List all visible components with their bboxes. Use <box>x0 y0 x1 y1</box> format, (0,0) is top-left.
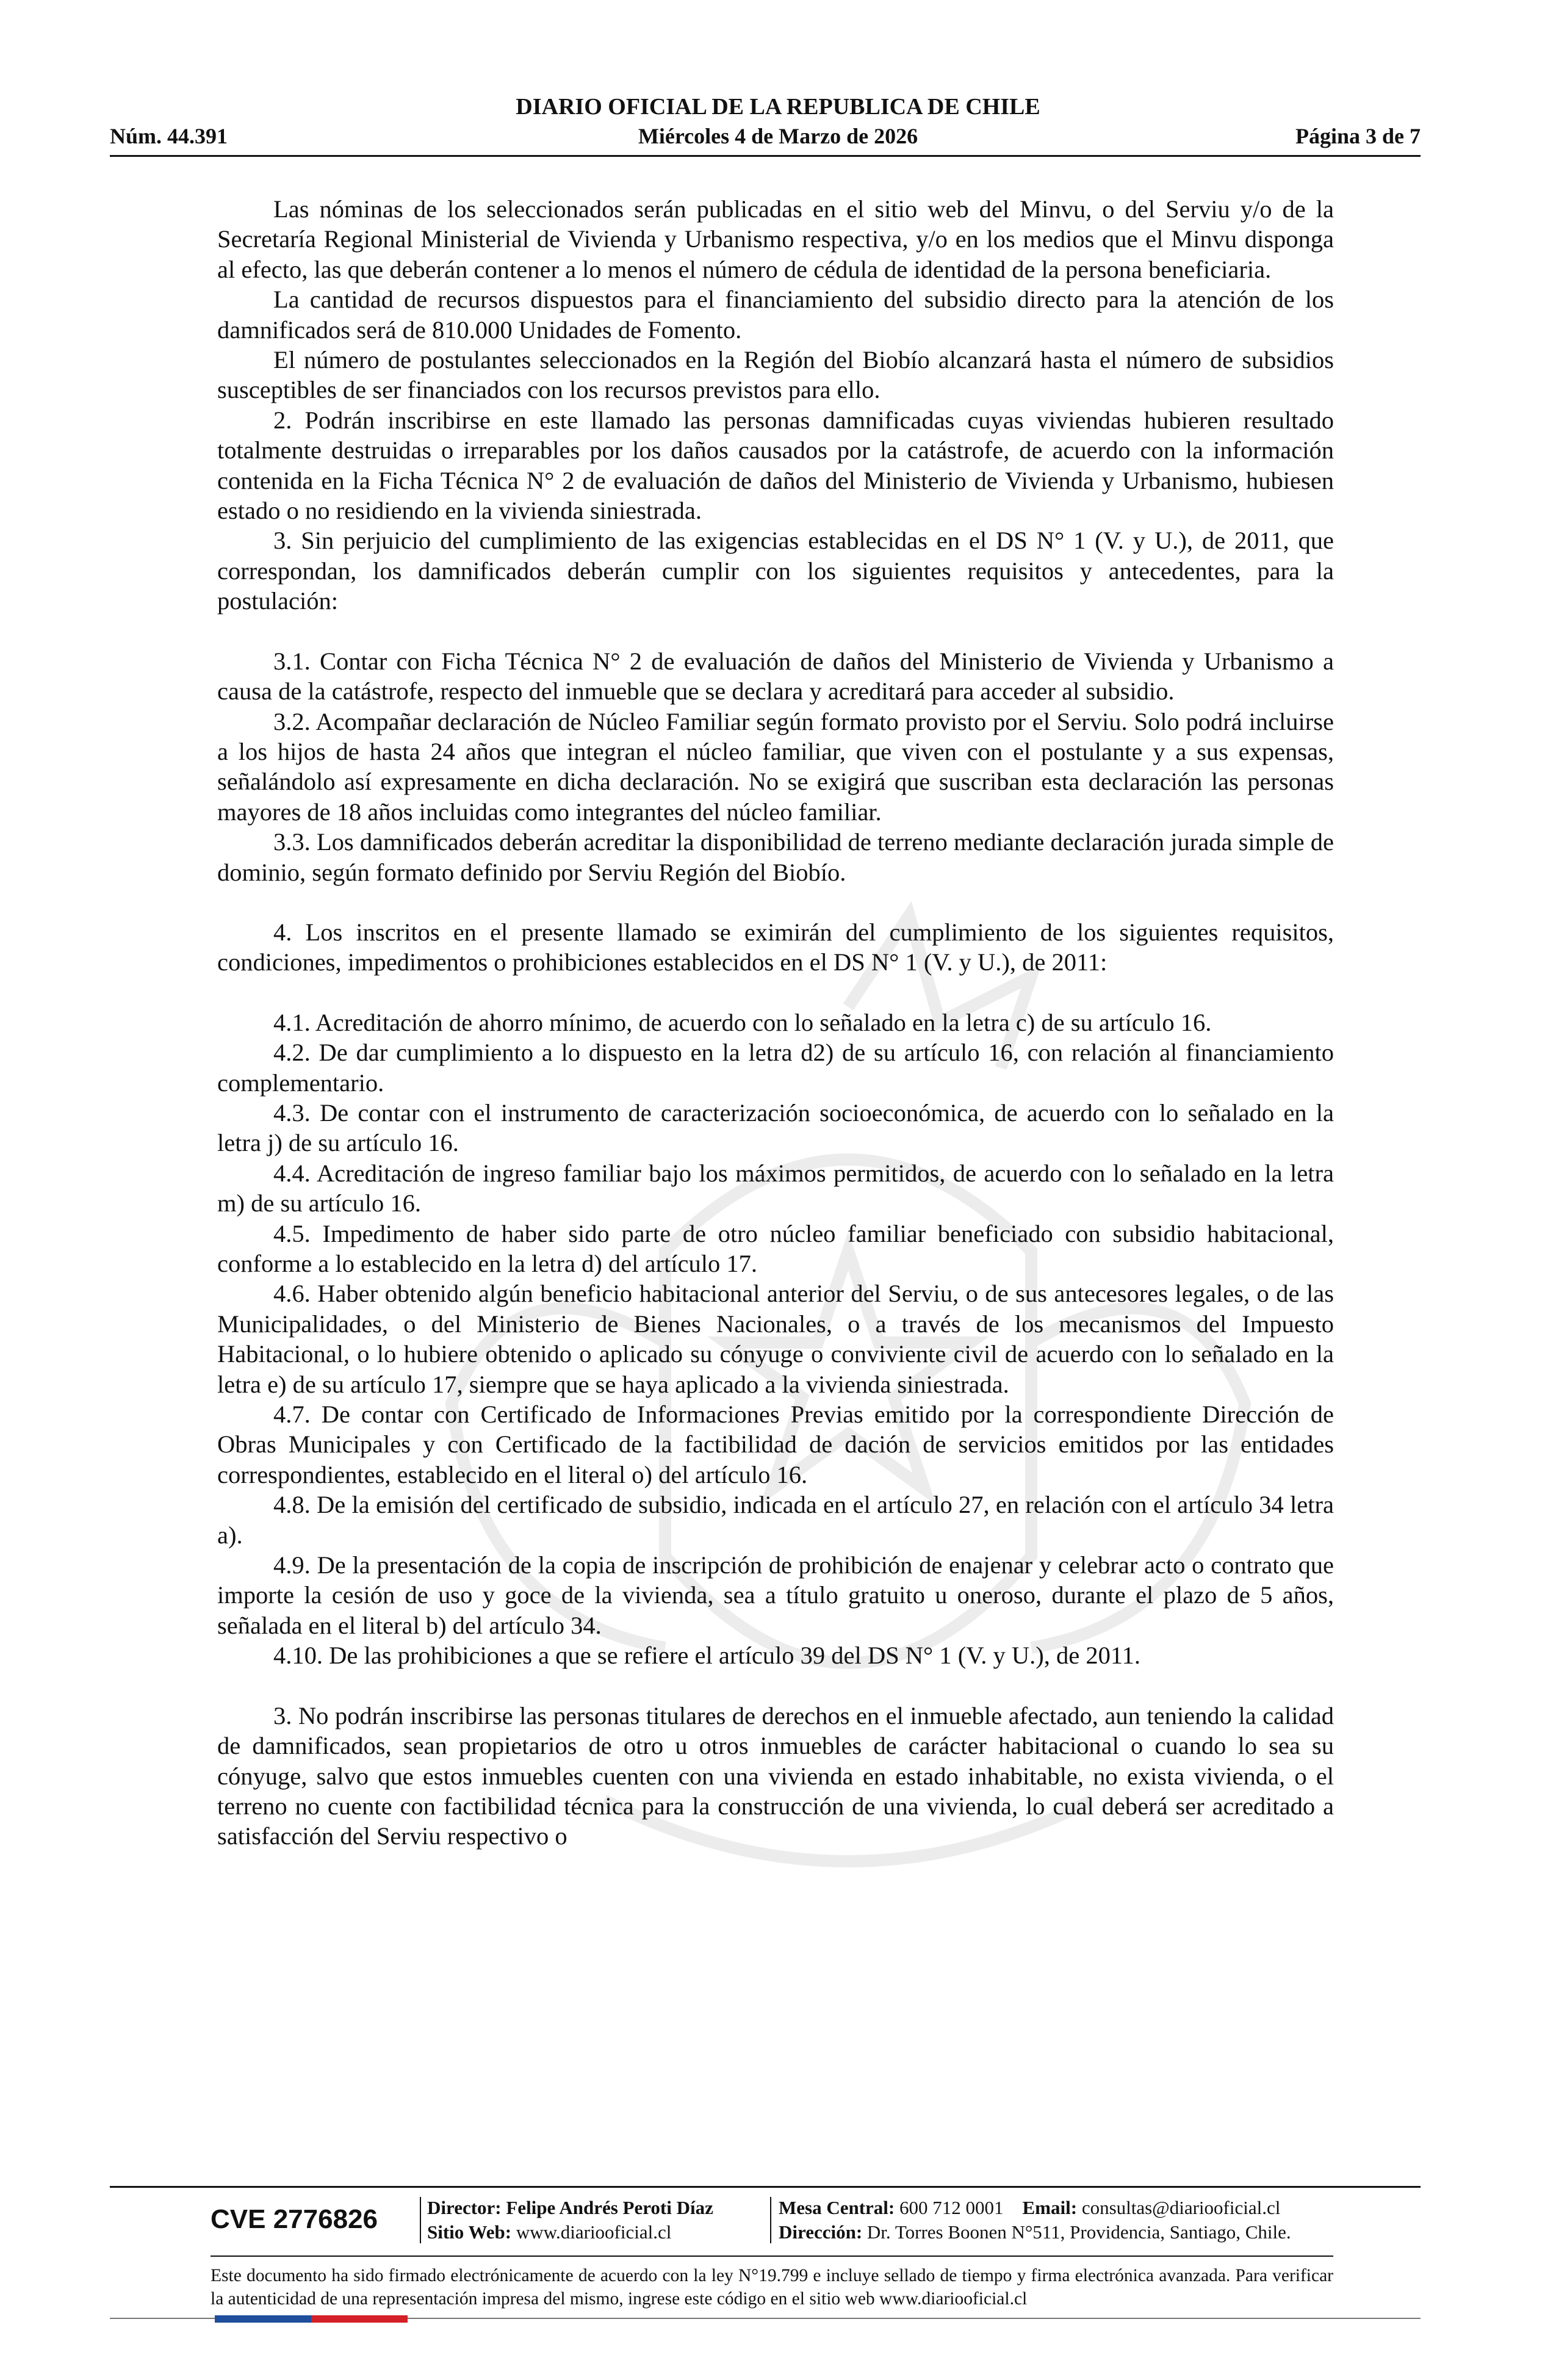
paragraph: El número de postulantes seleccionados en la Región del Biobío alcanzará hasta el número de subsidios susceptibles de ser financiados con los recursos previstos para ello. <box>217 346 1334 404</box>
footer-divider-middle <box>211 2256 1333 2257</box>
paragraph: 2. Podrán inscribirse en este llamado las personas damnificadas cuyas viviendas hubieren resultado totalmente destruidas o irreparables por los daños causados por la catástrofe, de acuerdo con la información contenida en la Ficha Técnica N° 2 de evaluación de daños del Ministerio de Vivienda y Urbanismo, hubiesen estado o no residiendo en la vivienda siniestrada. <box>217 406 1334 525</box>
footer-divider-top <box>110 2186 1421 2188</box>
cve-code: CVE 2776826 <box>211 2204 378 2234</box>
issue-date: Miércoles 4 de Marzo de 2026 <box>638 124 918 148</box>
paragraph: 3. No podrán inscribirse las personas titulares de derechos en el inmueble afectado, aun teniendo la calidad de damnificados, sean propietarios de otro u otros inmuebles de carácter habitacional o cuando lo sea su cónyuge, salvo que estos inmuebles cuenten con una vivienda en estado inhabitable, no exista vivienda, o el terreno no cuente con factibilidad técnica para la construcción de una vivienda, lo cual deberá ser acreditado a satisfacción del Serviu respectivo o <box>217 1701 1334 1850</box>
email-label: Email: <box>1022 2197 1078 2218</box>
footer-contact-block <box>779 2196 1291 2245</box>
paragraph: 4.2. De dar cumplimiento a lo dispuesto en la letra d2) de su artículo 16, con relación al financiamiento complementario. <box>217 1039 1334 1097</box>
paragraph: 3.3. Los damnificados deberán acreditar la disponibilidad de terreno mediante declaración jurada simple de dominio, según formato definido por Serviu Región del Biobío. <box>217 828 1334 886</box>
address-label: Dirección: <box>779 2221 863 2243</box>
director-name: Felipe Andrés Peroti Díaz <box>506 2197 713 2218</box>
director-label: Director: <box>427 2197 502 2218</box>
mesa-label: Mesa Central: <box>779 2197 895 2218</box>
paragraph: 3. Sin perjuicio del cumplimiento de las exigencias establecidas en el DS N° 1 (V. y U.), de 2011, que correspondan, los damnificados deberán cumplir con los siguientes requisitos y antecedentes, para la postulación: <box>217 527 1334 615</box>
mesa-phone: 600 712 0001 <box>899 2197 1004 2218</box>
paragraph: 3.1. Contar con Ficha Técnica N° 2 de evaluación de daños del Ministerio de Vivienda y Urbanismo a causa de la catástrofe, respecto del inmueble que se declara y acreditará para acceder al subsidio. <box>217 647 1334 705</box>
issue-number: Núm. 44.391 <box>110 124 228 148</box>
footer-director-block <box>427 2196 713 2245</box>
page-indicator: Página 3 de 7 <box>1295 124 1421 148</box>
website-label: Sitio Web: <box>427 2221 512 2243</box>
paragraph: 4.9. De la presentación de la copia de inscripción de prohibición de enajenar y celebrar acto o contrato que importe la cesión de uso y goce de la vivienda, sea a título gratuito u oneroso, durante el plazo de 5 años, señalada en el literal b) del artículo 34. <box>217 1551 1334 1639</box>
document-body <box>217 194 1334 1852</box>
address-value: Dr. Torres Boonen N°511, Providencia, Santiago, Chile. <box>866 2221 1291 2243</box>
website-link[interactable]: www.diariooficial.cl <box>516 2221 672 2243</box>
paragraph: 4. Los inscritos en el presente llamado se eximirán del cumplimiento de los siguientes requisitos, condiciones, impedimentos o prohibiciones establecidos en el DS N° 1 (V. y U.), de 2011: <box>217 918 1334 976</box>
paragraph: 4.1. Acreditación de ahorro mínimo, de acuerdo con lo señalado en la letra c) de su artículo 16. <box>273 1008 1212 1036</box>
paragraph: 4.7. De contar con Certificado de Informaciones Previas emitido por la correspondiente Dirección de Obras Municipales y con Certificado de la factibilidad de dación de servicios emitidos por las entidades correspondientes, establecido en el literal o) del artículo 16. <box>217 1401 1334 1488</box>
header-divider <box>110 155 1421 157</box>
paragraph: 4.3. De contar con el instrumento de caracterización socioeconómica, de acuerdo con lo señalado en la letra j) de su artículo 16. <box>217 1098 1334 1157</box>
paragraph: La cantidad de recursos dispuestos para el financiamiento del subsidio directo para la atención de los damnificados será de 810.000 Unidades de Fomento. <box>217 286 1334 344</box>
footer-separator <box>420 2197 421 2243</box>
newspaper-title: DIARIO OFICIAL DE LA REPUBLICA DE CHILE <box>516 94 1040 120</box>
paragraph: 4.8. De la emisión del certificado de subsidio, indicada en el artículo 27, en relación con el artículo 34 letra a). <box>217 1491 1334 1549</box>
paragraph: 3.2. Acompañar declaración de Núcleo Familiar según formato provisto por el Serviu. Solo podrá incluirse a los hijos de hasta 24 años que integran el núcleo familiar, que viven con el postulante y a sus expensas, señalándolo así expresamente en dicha declaración. No se exigirá que suscriban esta declaración las personas mayores de 18 años incluidas como integrantes del núcleo familiar. <box>217 707 1334 826</box>
email-link[interactable]: consultas@diariooficial.cl <box>1081 2197 1281 2218</box>
paragraph: 4.10. De las prohibiciones a que se refiere el artículo 39 del DS N° 1 (V. y U.), de 2011. <box>273 1642 1140 1670</box>
footer-separator <box>770 2197 771 2243</box>
paragraph: 4.4. Acreditación de ingreso familiar bajo los máximos permitidos, de acuerdo con lo señalado en la letra m) de su artículo 16. <box>217 1159 1334 1217</box>
paragraph: 4.5. Impedimento de haber sido parte de otro núcleo familiar beneficiado con subsidio habitacional, conforme a lo establecido en la letra d) del artículo 17. <box>217 1219 1334 1277</box>
flag-stripe-blue <box>215 2315 311 2323</box>
paragraph: 4.6. Haber obtenido algún beneficio habitacional anterior del Serviu, o de sus antecesores legales, o de las Municipalidades, o del Ministerio de Bienes Nacionales, o a través de los mecanismos del Impuesto Habitacional, o lo hubiere obtenido o aplicado su cónyuge o conviviente civil de acuerdo con lo señalado en la letra e) de su artículo 17, siempre que se haya aplicado a la vivienda siniestrada. <box>217 1280 1334 1398</box>
legal-notice: Este documento ha sido firmado electrónicamente de acuerdo con la ley N°19.799 e incluye sellado de tiempo y firma electrónica avanzada. Para verificar la autenticidad de una representación impresa del mismo, ingrese este código en el sitio web www.diariooficial.cl <box>211 2266 1333 2309</box>
paragraph: Las nóminas de los seleccionados serán publicadas en el sitio web del Minvu, o del Serviu y/o de la Secretaría Regional Ministerial de Vivienda y Urbanismo respectiva, y/o en los medios que el Minvu disponga al efecto, las que deberán contener a lo menos el número de cédula de identidad de la persona beneficiaria. <box>217 195 1334 283</box>
flag-stripe-red <box>311 2315 408 2323</box>
